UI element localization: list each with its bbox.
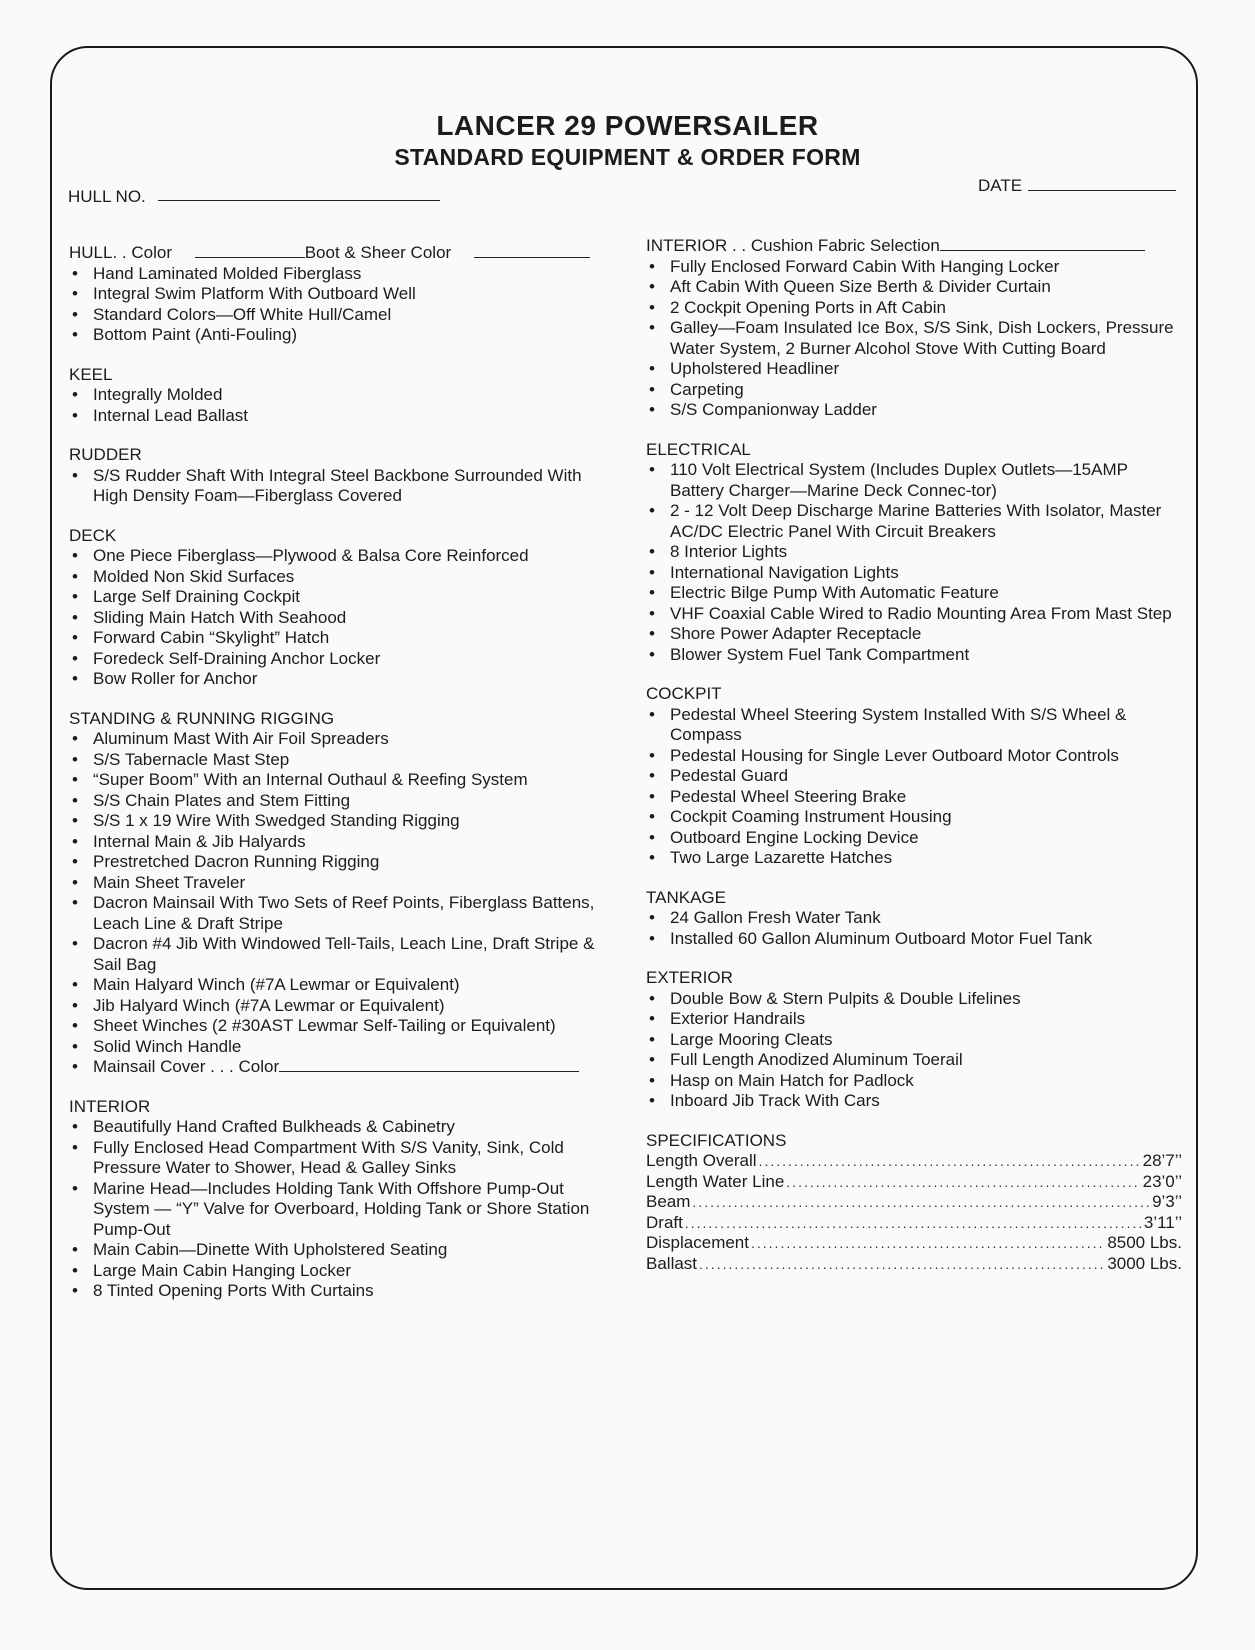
list-item: • Foredeck Self-Draining Anchor Locker bbox=[69, 649, 609, 670]
boot-sheer-field[interactable] bbox=[474, 243, 590, 258]
mainsail-cover-label: Mainsail Cover . . . Color bbox=[93, 1057, 280, 1076]
spec-label: Beam bbox=[646, 1192, 691, 1211]
list-item: • Upholstered Headliner bbox=[646, 359, 1182, 380]
list-item: • VHF Coaxial Cable Wired to Radio Mounting Area From Mast Step bbox=[646, 604, 1182, 625]
list-item: • 2 Cockpit Opening Ports in Aft Cabin bbox=[646, 298, 1182, 319]
keel-list bbox=[69, 385, 609, 426]
spec-row bbox=[646, 1192, 1182, 1213]
list-item: • Dacron Mainsail With Two Sets of Reef Points, Fiberglass Battens, Leach Line & Draft Stripe bbox=[69, 893, 609, 934]
list-item: • 110 Volt Electrical System (Includes Duplex Outlets—15AMP Battery Charger—Marine Deck Connec-tor) bbox=[646, 460, 1182, 501]
list-item: • Pedestal Housing for Single Lever Outboard Motor Controls bbox=[646, 746, 1182, 767]
date-field[interactable] bbox=[1028, 190, 1176, 191]
specifications-section bbox=[646, 1131, 1182, 1275]
list-item: • Sheet Winches (2 #30AST Lewmar Self-Tailing or Equivalent) bbox=[69, 1016, 609, 1037]
list-item bbox=[69, 1057, 609, 1078]
list-item: • Aluminum Mast With Air Foil Spreaders bbox=[69, 729, 609, 750]
list-item: • 24 Gallon Fresh Water Tank bbox=[646, 908, 1182, 929]
list-item: • 8 Interior Lights bbox=[646, 542, 1182, 563]
dot-leader bbox=[751, 1233, 1105, 1254]
cushion-fabric-label: INTERIOR . . Cushion Fabric Selection bbox=[646, 236, 940, 255]
list-item: • Integral Swim Platform With Outboard Well bbox=[69, 284, 609, 305]
list-item: • Large Mooring Cleats bbox=[646, 1030, 1182, 1051]
spec-row bbox=[646, 1254, 1182, 1275]
rigging-list bbox=[69, 729, 609, 1078]
form-subtitle: STANDARD EQUIPMENT & ORDER FORM bbox=[394, 144, 861, 170]
list-item: • Main Halyard Winch (#7A Lewmar or Equivalent) bbox=[69, 975, 609, 996]
list-item: • Pedestal Wheel Steering System Installed With S/S Wheel & Compass bbox=[646, 705, 1182, 746]
spec-value: 9’3’’ bbox=[1152, 1192, 1182, 1211]
form-title: LANCER 29 POWERSAILER bbox=[436, 110, 819, 141]
list-item: • Dacron #4 Jib With Windowed Tell-Tails, Leach Line, Draft Stripe & Sail Bag bbox=[69, 934, 609, 975]
list-item: • Bow Roller for Anchor bbox=[69, 669, 609, 690]
date-label: DATE bbox=[978, 176, 1023, 195]
exterior-section bbox=[646, 968, 1182, 1112]
list-item: • Electric Bilge Pump With Automatic Feature bbox=[646, 583, 1182, 604]
spec-value: 28’7’’ bbox=[1142, 1151, 1182, 1170]
list-item: • Main Cabin—Dinette With Upholstered Seating bbox=[69, 1240, 609, 1261]
specifications-table bbox=[646, 1151, 1182, 1274]
rudder-list bbox=[69, 466, 609, 507]
list-item: • Large Main Cabin Hanging Locker bbox=[69, 1261, 609, 1282]
section-title: TANKAGE bbox=[646, 887, 726, 907]
dot-leader bbox=[759, 1151, 1141, 1172]
electrical-list bbox=[646, 460, 1182, 665]
list-item: • 2 - 12 Volt Deep Discharge Marine Batteries With Isolator, Master AC/DC Electric Panel With Circuit Breakers bbox=[646, 501, 1182, 542]
left-interior-section bbox=[69, 1097, 609, 1302]
spec-row bbox=[646, 1233, 1182, 1254]
section-title: DECK bbox=[69, 525, 117, 545]
left-interior-list bbox=[69, 1117, 609, 1302]
list-item: • S/S Tabernacle Mast Step bbox=[69, 750, 609, 771]
dot-leader bbox=[699, 1254, 1105, 1275]
list-item: • 8 Tinted Opening Ports With Curtains bbox=[69, 1281, 609, 1302]
spec-label: Ballast bbox=[646, 1253, 698, 1273]
section-title: ELECTRICAL bbox=[646, 439, 751, 459]
list-item: • Main Sheet Traveler bbox=[69, 873, 609, 894]
spec-value: 8500 Lbs. bbox=[1107, 1233, 1182, 1252]
list-item: • Blower System Fuel Tank Compartment bbox=[646, 645, 1182, 666]
list-item: • Solid Winch Handle bbox=[69, 1037, 609, 1058]
electrical-section bbox=[646, 440, 1182, 666]
list-item: • Jib Halyard Winch (#7A Lewmar or Equivalent) bbox=[69, 996, 609, 1017]
list-item: • Cockpit Coaming Instrument Housing bbox=[646, 807, 1182, 828]
hull-no-label: HULL NO. bbox=[68, 187, 146, 206]
hull-section bbox=[69, 243, 609, 346]
list-item: • Integrally Molded bbox=[69, 385, 609, 406]
list-item: • Fully Enclosed Head Compartment With S/S Vanity, Sink, Cold Pressure Water to Shower, Head & Galley Sinks bbox=[69, 1138, 609, 1179]
section-title: RUDDER bbox=[69, 445, 142, 464]
section-title: SPECIFICATIONS bbox=[646, 1130, 787, 1150]
rudder-section bbox=[69, 445, 609, 507]
section-title: EXTERIOR bbox=[646, 968, 733, 987]
spec-label: Draft bbox=[646, 1212, 683, 1232]
list-item: • Carpeting bbox=[646, 380, 1182, 401]
list-item: • Two Large Lazarette Hatches bbox=[646, 848, 1182, 869]
hull-color-field[interactable] bbox=[195, 243, 305, 258]
list-item: • Double Bow & Stern Pulpits & Double Lifelines bbox=[646, 989, 1182, 1010]
section-title: COCKPIT bbox=[646, 684, 722, 703]
section-title: INTERIOR bbox=[69, 1096, 151, 1116]
hull-no-field[interactable] bbox=[158, 200, 440, 201]
cushion-header bbox=[646, 236, 1182, 257]
spec-label: Length Water Line bbox=[646, 1171, 785, 1191]
list-item: • S/S Companionway Ladder bbox=[646, 400, 1182, 421]
spec-value: 3’11’’ bbox=[1143, 1212, 1182, 1232]
list-item: • Beautifully Hand Crafted Bulkheads & Cabinetry bbox=[69, 1117, 609, 1138]
spec-row bbox=[646, 1213, 1182, 1234]
list-item: • Pedestal Guard bbox=[646, 766, 1182, 787]
cushion-fabric-field[interactable] bbox=[940, 236, 1145, 251]
spec-value: 3000 Lbs. bbox=[1107, 1253, 1182, 1273]
dot-leader bbox=[685, 1213, 1142, 1234]
list-item: • Fully Enclosed Forward Cabin With Hanging Locker bbox=[646, 257, 1182, 278]
list-item: • Hand Laminated Molded Fiberglass bbox=[69, 264, 609, 285]
section-title: STANDING & RUNNING RIGGING bbox=[69, 708, 335, 728]
list-item: • S/S 1 x 19 Wire With Swedged Standing Rigging bbox=[69, 811, 609, 832]
list-item: • Galley—Foam Insulated Ice Box, S/S Sink, Dish Lockers, Pressure Water System, 2 Burner Alcohol Stove With Cutting Board bbox=[646, 318, 1182, 359]
list-item: • Sliding Main Hatch With Seahood bbox=[69, 608, 609, 629]
list-item: • Shore Power Adapter Receptacle bbox=[646, 624, 1182, 645]
list-item: • Internal Lead Ballast bbox=[69, 406, 609, 427]
keel-section bbox=[69, 365, 609, 427]
tankage-list bbox=[646, 908, 1182, 949]
list-item: • Exterior Handrails bbox=[646, 1009, 1182, 1030]
exterior-list bbox=[646, 989, 1182, 1112]
list-item: • “Super Boom” With an Internal Outhaul & Reefing System bbox=[69, 770, 609, 791]
left-column bbox=[69, 243, 609, 1321]
right-interior-section bbox=[646, 236, 1182, 421]
right-column bbox=[646, 236, 1182, 1293]
list-item: • Internal Main & Jib Halyards bbox=[69, 832, 609, 853]
list-item: • Marine Head—Includes Holding Tank With Offshore Pump-Out System — “Y” Valve for Overboard, Holding Tank or Shore Station Pump-Out bbox=[69, 1179, 609, 1241]
list-item: • Installed 60 Gallon Aluminum Outboard Motor Fuel Tank bbox=[646, 929, 1182, 950]
cockpit-section bbox=[646, 684, 1182, 869]
spec-value: 23’0’’ bbox=[1142, 1171, 1182, 1191]
spec-row bbox=[646, 1151, 1182, 1172]
list-item: • S/S Rudder Shaft With Integral Steel Backbone Surrounded With High Density Foam—Fiberglass Covered bbox=[69, 466, 609, 507]
rigging-section bbox=[69, 709, 609, 1078]
list-item: • Pedestal Wheel Steering Brake bbox=[646, 787, 1182, 808]
list-item: • Full Length Anodized Aluminum Toerail bbox=[646, 1050, 1182, 1071]
list-item: • Aft Cabin With Queen Size Berth & Divider Curtain bbox=[646, 277, 1182, 298]
list-item: • International Navigation Lights bbox=[646, 563, 1182, 584]
cockpit-list bbox=[646, 705, 1182, 869]
list-item: • Bottom Paint (Anti-Fouling) bbox=[69, 325, 609, 346]
list-item: • Hasp on Main Hatch for Padlock bbox=[646, 1071, 1182, 1092]
list-item: • Inboard Jib Track With Cars bbox=[646, 1091, 1182, 1112]
deck-list bbox=[69, 546, 609, 690]
list-item: • Outboard Engine Locking Device bbox=[646, 828, 1182, 849]
tankage-section bbox=[646, 888, 1182, 950]
boot-sheer-label: Boot & Sheer Color bbox=[304, 243, 452, 262]
list-item: • Large Self Draining Cockpit bbox=[69, 587, 609, 608]
list-item: • Forward Cabin “Skylight” Hatch bbox=[69, 628, 609, 649]
list-item: • Standard Colors—Off White Hull/Camel bbox=[69, 305, 609, 326]
list-item: • Molded Non Skid Surfaces bbox=[69, 567, 609, 588]
deck-section bbox=[69, 526, 609, 690]
list-item: • S/S Chain Plates and Stem Fitting bbox=[69, 791, 609, 812]
dot-leader bbox=[786, 1172, 1140, 1193]
list-item: • One Piece Fiberglass—Plywood & Balsa Core Reinforced bbox=[69, 546, 609, 567]
spec-row bbox=[646, 1172, 1182, 1193]
hull-color-label: HULL. . Color bbox=[69, 243, 172, 262]
right-interior-list bbox=[646, 257, 1182, 421]
hull-header bbox=[69, 243, 609, 264]
section-title: KEEL bbox=[69, 364, 113, 384]
spec-label: Displacement bbox=[646, 1233, 749, 1252]
list-item: • Prestretched Dacron Running Rigging bbox=[69, 852, 609, 873]
spec-label: Length Overall bbox=[646, 1151, 757, 1170]
mainsail-cover-color-field[interactable] bbox=[279, 1057, 579, 1072]
dot-leader bbox=[692, 1192, 1150, 1213]
hull-list bbox=[69, 264, 609, 346]
